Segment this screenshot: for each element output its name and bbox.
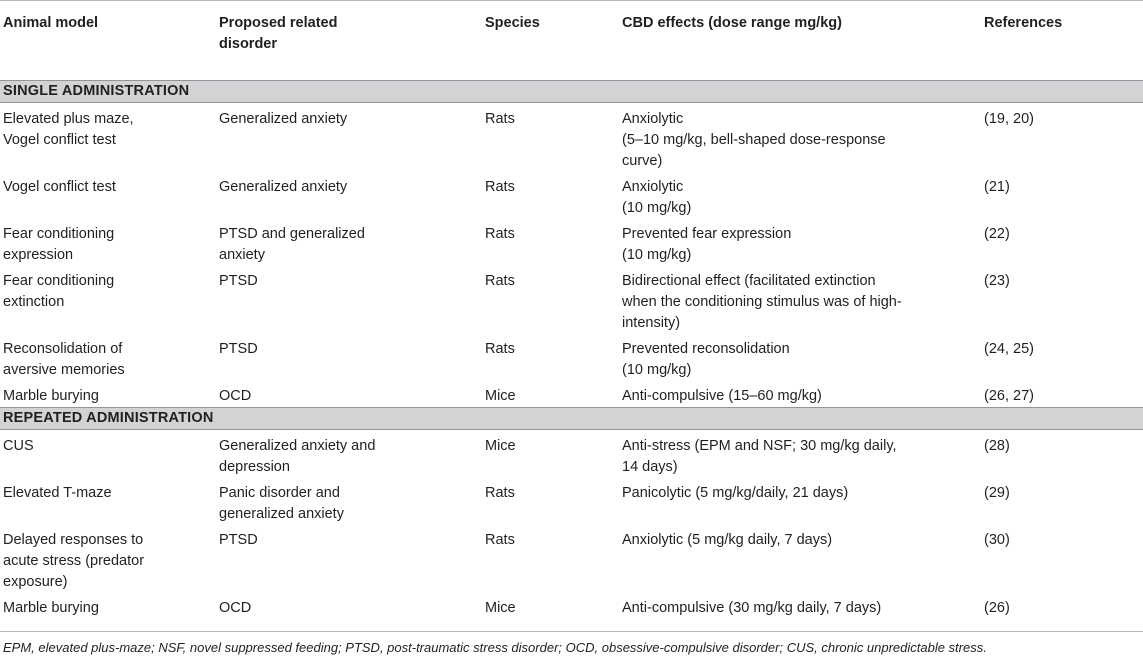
- section-row: [0, 81, 1143, 103]
- table-row: [0, 334, 1143, 381]
- cell-refs: [981, 593, 1143, 619]
- cell-model: [0, 266, 216, 334]
- table-row: [0, 381, 1143, 408]
- cell-disorder: [216, 172, 482, 219]
- table-row: [0, 430, 1143, 479]
- cell-model: [0, 172, 216, 219]
- cell-effect: [619, 219, 981, 266]
- cell-disorder-text: OCD: [219, 600, 252, 616]
- cell-species-text: Mice: [485, 388, 516, 404]
- cell-disorder-text: OCD: [219, 388, 252, 404]
- cell-effect: [619, 593, 981, 619]
- cell-disorder-text: PTSD: [219, 273, 258, 289]
- cell-effect-text: Prevented reconsolidation (10 mg/kg): [622, 341, 790, 378]
- cell-disorder-text: Generalized anxiety: [219, 111, 348, 127]
- header-cbd-effects: CBD effects (dose range mg/kg): [619, 1, 981, 56]
- cell-refs-text: (22): [984, 226, 1010, 242]
- cell-refs: [981, 430, 1143, 479]
- table-row: [0, 478, 1143, 525]
- cell-species: [482, 219, 619, 266]
- cell-species-text: Rats: [485, 226, 515, 242]
- cell-effect: [619, 525, 981, 593]
- header-proposed-disorder: Proposed related disorder: [216, 1, 482, 56]
- cell-refs-text: (19, 20): [984, 111, 1034, 127]
- cell-disorder-text: PTSD: [219, 532, 258, 548]
- cell-effect: [619, 430, 981, 479]
- table-row: [0, 593, 1143, 619]
- section-row: [0, 408, 1143, 430]
- cell-disorder-text: Generalized anxiety and depression: [219, 438, 376, 475]
- cell-refs: [981, 478, 1143, 525]
- cell-disorder: [216, 430, 482, 479]
- cell-refs-text: (23): [984, 273, 1010, 289]
- table-row: [0, 172, 1143, 219]
- cell-disorder-text: Generalized anxiety: [219, 179, 348, 195]
- cell-model: [0, 525, 216, 593]
- cell-disorder-text: PTSD: [219, 341, 258, 357]
- cell-species-text: Rats: [485, 532, 515, 548]
- cell-effect-text: Panicolytic (5 mg/kg/daily, 21 days): [622, 485, 849, 501]
- cell-refs: [981, 172, 1143, 219]
- cell-species: [482, 103, 619, 173]
- cell-refs-text: (21): [984, 179, 1010, 195]
- cell-effect-text: Anxiolytic (5 mg/kg daily, 7 days): [622, 532, 833, 548]
- cell-refs-text: (30): [984, 532, 1010, 548]
- cell-effect: [619, 172, 981, 219]
- cell-effect: [619, 381, 981, 408]
- cell-model: [0, 219, 216, 266]
- cell-effect: [619, 334, 981, 381]
- cell-species-text: Mice: [485, 600, 516, 616]
- section-title: REPEATED ADMINISTRATION: [0, 408, 1143, 430]
- cell-disorder: [216, 266, 482, 334]
- cell-model: [0, 478, 216, 525]
- cell-model-text: Reconsolidation of aversive memories: [3, 341, 125, 378]
- cell-model: [0, 593, 216, 619]
- cell-effect-text: Prevented fear expression (10 mg/kg): [622, 226, 792, 263]
- cell-disorder-text: Panic disorder and generalized anxiety: [219, 485, 344, 522]
- table-footnote: EPM, elevated plus-maze; NSF, novel suppressed feeding; PTSD, post-traumatic stress disorder; OCD, obsessive-compulsive disorder; CUS, chronic unpredictable stress.: [3, 640, 987, 655]
- cell-refs-text: (26, 27): [984, 388, 1034, 404]
- cell-species-text: Rats: [485, 111, 515, 127]
- cell-disorder: [216, 334, 482, 381]
- header-species: Species: [482, 1, 619, 56]
- header-references: References: [981, 1, 1143, 56]
- cell-effect: [619, 478, 981, 525]
- cell-species: [482, 334, 619, 381]
- cell-disorder: [216, 103, 482, 173]
- cell-effect-text: Anxiolytic (5–10 mg/kg, bell-shaped dose-response curve): [622, 111, 886, 169]
- cell-species: [482, 478, 619, 525]
- cell-model: [0, 430, 216, 479]
- cell-refs: [981, 103, 1143, 173]
- cell-effect: [619, 103, 981, 173]
- cell-species: [482, 593, 619, 619]
- cell-model-text: Marble burying: [3, 388, 99, 404]
- cell-model-text: Fear conditioning expression: [3, 226, 115, 263]
- cell-model-text: Fear conditioning extinction: [3, 273, 115, 310]
- table-header-row: [0, 1, 1143, 56]
- table-row: [0, 219, 1143, 266]
- cell-model-text: Elevated plus maze, Vogel conflict test: [3, 111, 134, 148]
- cell-refs: [981, 381, 1143, 408]
- table-row: [0, 266, 1143, 334]
- cell-effect-text: Anti-stress (EPM and NSF; 30 mg/kg daily, 14 days): [622, 438, 897, 475]
- cell-model: [0, 381, 216, 408]
- table-row: [0, 525, 1143, 593]
- cell-effect-text: Anti-compulsive (15–60 mg/kg): [622, 388, 822, 404]
- table-row: [0, 103, 1143, 173]
- cell-disorder-text: PTSD and generalized anxiety: [219, 226, 365, 263]
- cell-species-text: Mice: [485, 438, 516, 454]
- header-animal-model: Animal model: [0, 1, 216, 56]
- cell-species-text: Rats: [485, 341, 515, 357]
- cell-species-text: Rats: [485, 179, 515, 195]
- cell-refs-text: (24, 25): [984, 341, 1034, 357]
- cell-species: [482, 525, 619, 593]
- cell-refs: [981, 525, 1143, 593]
- cell-species-text: Rats: [485, 485, 515, 501]
- cell-disorder: [216, 525, 482, 593]
- cell-model: [0, 334, 216, 381]
- cell-effect-text: Bidirectional effect (facilitated extinction when the conditioning stimulus was of high-intensity): [622, 273, 902, 331]
- cell-effect-text: Anxiolytic (10 mg/kg): [622, 179, 692, 216]
- cell-disorder: [216, 478, 482, 525]
- cell-species: [482, 430, 619, 479]
- section-title: SINGLE ADMINISTRATION: [0, 81, 1143, 103]
- cell-refs: [981, 266, 1143, 334]
- cell-model-text: Delayed responses to acute stress (predator exposure): [3, 532, 145, 590]
- cell-species: [482, 381, 619, 408]
- cell-model-text: Elevated T-maze: [3, 485, 112, 501]
- cell-model-text: CUS: [3, 438, 34, 454]
- cell-refs-text: (28): [984, 438, 1010, 454]
- cell-refs: [981, 334, 1143, 381]
- cell-model: [0, 103, 216, 173]
- cell-species: [482, 266, 619, 334]
- cell-effect: [619, 266, 981, 334]
- cell-model-text: Marble burying: [3, 600, 99, 616]
- bottom-rule: [0, 631, 1143, 632]
- cell-species-text: Rats: [485, 273, 515, 289]
- cell-disorder: [216, 593, 482, 619]
- cell-refs-text: (26): [984, 600, 1010, 616]
- cell-effect-text: Anti-compulsive (30 mg/kg daily, 7 days): [622, 600, 882, 616]
- cell-model-text: Vogel conflict test: [3, 179, 116, 195]
- cell-disorder: [216, 381, 482, 408]
- cell-disorder: [216, 219, 482, 266]
- cell-refs-text: (29): [984, 485, 1010, 501]
- cell-species: [482, 172, 619, 219]
- cell-refs: [981, 219, 1143, 266]
